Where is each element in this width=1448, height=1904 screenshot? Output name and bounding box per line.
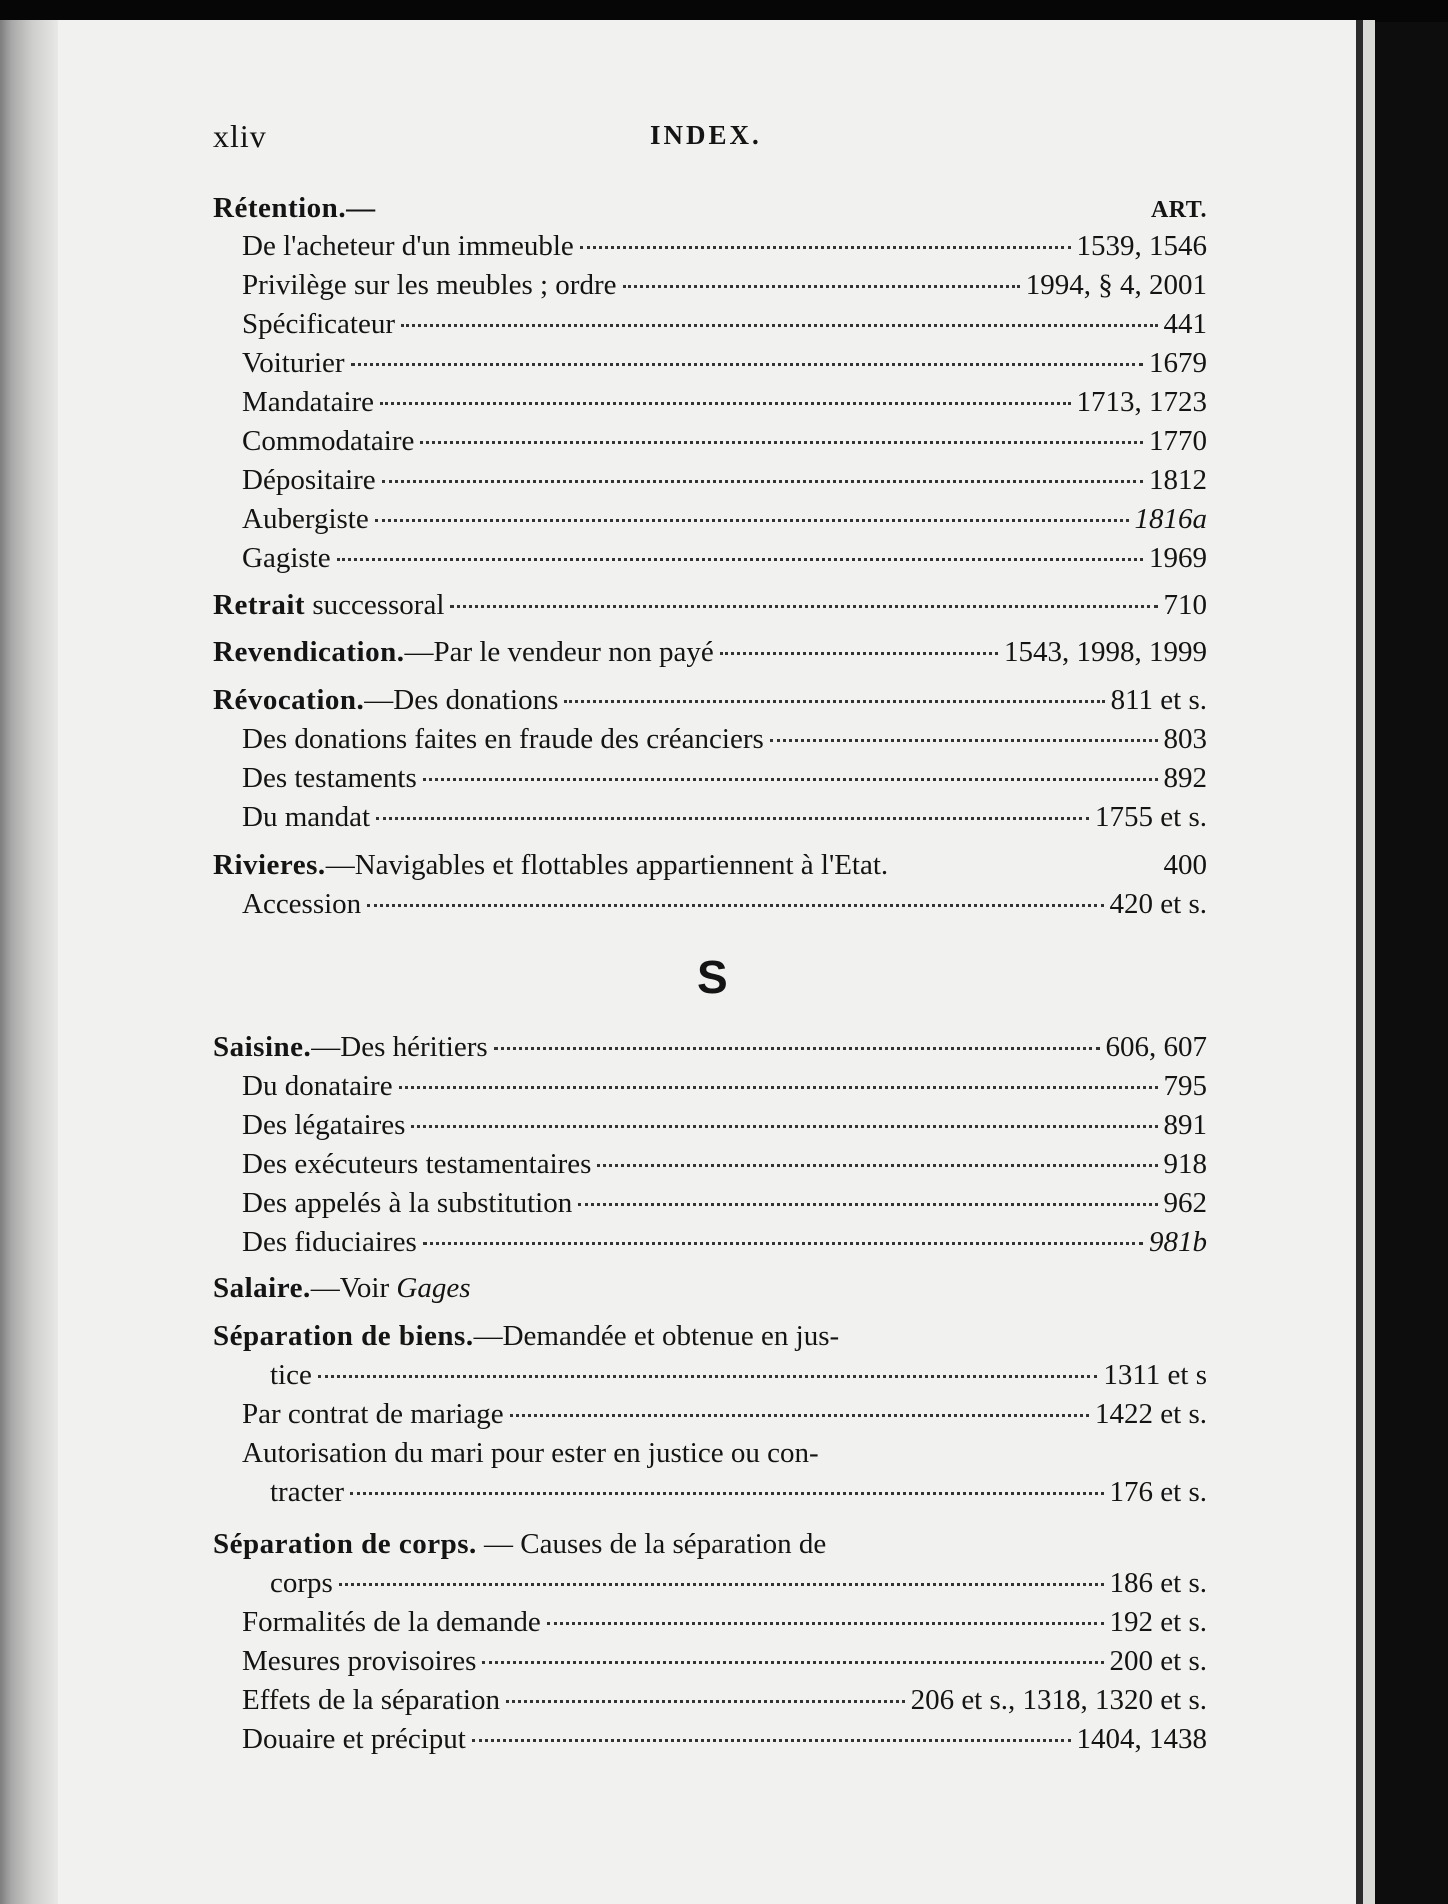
leader-dots [770,739,1158,742]
section-letter: S [697,951,728,1003]
leader-dots [494,1047,1100,1050]
leader-dots [351,363,1143,366]
leader-dots [510,1414,1089,1417]
leader-dots [350,1492,1103,1495]
page-right-edge [1356,20,1363,1904]
index-subentry [242,267,1207,303]
index-entry-retention [213,190,1207,228]
entry-head: Revendication. [213,636,405,668]
article-ref: 420 et s. [1109,888,1207,920]
index-subentry [242,1224,1207,1260]
article-ref: 206 et s., 1318, 1320 et s. [910,1684,1207,1716]
index-subentry [242,1604,1207,1640]
index-subentry [242,1068,1207,1104]
article-ref: 1311 et s [1103,1359,1207,1391]
entry-head: Séparation de biens. [213,1320,474,1352]
index-entry-saisine [213,1029,1207,1065]
leader-dots [337,558,1143,561]
article-ref: 803 [1163,723,1207,755]
leader-dots [720,652,998,655]
index-subentry [242,540,1207,576]
entry-text: —Par le vendeur non payé [404,636,714,668]
index-subentry [242,1396,1207,1432]
article-ref: 1816a [1134,503,1207,535]
index-entry-revendication [213,634,1207,670]
entry-text: —Des donations [364,684,559,716]
article-ref: 795 [1163,1070,1207,1102]
index-subentry [242,306,1207,342]
subentry-text: Des exécuteurs testamentaires [242,1148,592,1180]
article-ref: 892 [1163,762,1207,794]
article-ref: 1755 et s. [1095,801,1207,833]
subentry-text: Commodataire [242,425,415,457]
entry-text: —Des héritiers [311,1031,488,1063]
subentry-text: Des légataires [242,1109,406,1141]
subentry-text: De l'acheteur d'un immeuble [242,230,574,262]
entry-head: Révocation. [213,684,365,716]
index-subentry [242,1107,1207,1143]
leader-dots [376,817,1089,820]
article-ref: 1770 [1149,425,1207,457]
index-subentry [242,1185,1207,1221]
index-subentry [242,1146,1207,1182]
article-ref: 1994, § 4, 2001 [1025,269,1207,301]
subentry-text: Des donations faites en fraude des créanciers [242,723,764,755]
subentry-text: Douaire et préciput [242,1723,466,1755]
index-entry-rivieres [213,847,1207,883]
entry-head: Saisine. [213,1031,312,1063]
index-subentry [242,462,1207,498]
leader-dots [367,904,1103,907]
entry-text: — Causes de la séparation de [476,1528,827,1560]
leader-dots [339,1583,1104,1586]
leader-dots [401,324,1158,327]
leader-dots [318,1375,1098,1378]
continuation-text: tice [270,1359,312,1391]
page-number: xliv [213,118,267,154]
subentry-text: Du mandat [242,801,371,833]
subentry-text: Autorisation du mari pour ester en justice ou con- [242,1437,819,1469]
leader-dots [580,246,1071,249]
index-entry-salaire [213,1270,1207,1306]
article-ref: 918 [1163,1148,1207,1180]
article-ref: 710 [1163,589,1207,621]
leader-dots [472,1739,1071,1742]
leader-dots [597,1164,1157,1167]
entry-text: —Navigables et flottables appartiennent à l'Etat. [325,849,889,881]
article-ref: 962 [1163,1187,1207,1219]
article-ref: 186 et s. [1109,1567,1207,1599]
index-subentry [242,1435,1207,1471]
index-entry-retrait [213,587,1207,623]
index-subentry [242,1643,1207,1679]
leader-dots [423,1242,1143,1245]
index-subentry [242,423,1207,459]
leader-dots [411,1125,1157,1128]
index-subentry [242,345,1207,381]
subentry-text: Privilège sur les meubles ; ordre [242,269,617,301]
subentry-text: Formalités de la demande [242,1606,541,1638]
subentry-text: Des testaments [242,762,417,794]
article-ref: 176 et s. [1109,1476,1207,1508]
article-ref: 891 [1163,1109,1207,1141]
subentry-text: Du donataire [242,1070,393,1102]
index-subentry [242,886,1207,922]
entry-head: Séparation de corps. [213,1528,477,1560]
index-entry-continuation [270,1357,1207,1393]
leader-dots [380,402,1070,405]
article-ref: 1543, 1998, 1999 [1004,636,1207,668]
subentry-text: Mesures provisoires [242,1645,477,1677]
see-reference: Gages [396,1272,471,1304]
continuation-text: tracter [270,1476,345,1508]
entry-head: Retrait [213,589,306,621]
leader-dots [399,1086,1158,1089]
article-ref: 1422 et s. [1095,1398,1207,1430]
entry-head: Rivieres. [213,849,326,881]
next-page-strip [1363,20,1375,1904]
index-subentry [242,501,1207,537]
running-head [213,118,1213,158]
index-entry-revocation [213,682,1207,718]
subentry-text: Des fiduciaires [242,1226,417,1258]
index-subentry [242,228,1207,264]
entry-text: —Demandée et obtenue en jus- [473,1320,840,1352]
article-ref: 1969 [1149,542,1207,574]
article-ref: 1679 [1149,347,1207,379]
article-ref: 1539, 1546 [1076,230,1207,262]
leader-dots [420,441,1143,444]
article-ref: 192 et s. [1109,1606,1207,1638]
subentry-text: Spécificateur [242,308,395,340]
leader-dots [450,605,1157,608]
subentry-text: Mandataire [242,386,375,418]
subentry-text: Gagiste [242,542,331,574]
continuation-text: corps [270,1567,333,1599]
index-subentry [242,384,1207,420]
leader-dots [382,480,1143,483]
index-subentry [242,721,1207,757]
entry-head: Salaire. [213,1272,311,1304]
index-subentry [242,1682,1207,1718]
index-subentry [242,1721,1207,1757]
subentry-text: Accession [242,888,362,920]
leader-dots [578,1203,1157,1206]
article-ref: 1812 [1149,464,1207,496]
index-subentry [242,760,1207,796]
article-ref: 441 [1163,308,1207,340]
article-ref: 811 et s. [1110,684,1207,716]
article-ref: 981b [1149,1226,1207,1258]
leader-dots [482,1661,1103,1664]
page-binding-shadow [0,20,58,1904]
leader-dots [506,1700,905,1703]
leader-dots [623,285,1020,288]
leader-dots [423,778,1158,781]
index-entry-continuation [270,1474,1207,1510]
subentry-text: Des appelés à la substitution [242,1187,573,1219]
entry-text: successoral [305,589,445,621]
leader-dots [547,1622,1104,1625]
article-ref: 1404, 1438 [1076,1723,1207,1755]
subentry-text: Effets de la séparation [242,1684,500,1716]
entry-head: Rétention.— [213,192,376,224]
subentry-text: Voiturier [242,347,345,379]
page-title: INDEX. [650,120,762,150]
index-entry-separation-corps [213,1526,1207,1562]
article-ref: 1713, 1723 [1076,386,1207,418]
leader-dots [564,700,1104,703]
leader-dots [375,519,1129,522]
index-subentry [242,799,1207,835]
subentry-text: Dépositaire [242,464,376,496]
subentry-text: Par contrat de mariage [242,1398,504,1430]
entry-text: —Voir [310,1272,397,1304]
subentry-text: Aubergiste [242,503,369,535]
article-ref: 400 [1163,849,1207,881]
scan-top-border [0,0,1448,22]
article-ref: 200 et s. [1109,1645,1207,1677]
art-label: ART. [1150,197,1207,223]
index-entry-continuation [270,1565,1207,1601]
index-entry-separation-biens [213,1318,1207,1354]
article-ref: 606, 607 [1105,1031,1207,1063]
